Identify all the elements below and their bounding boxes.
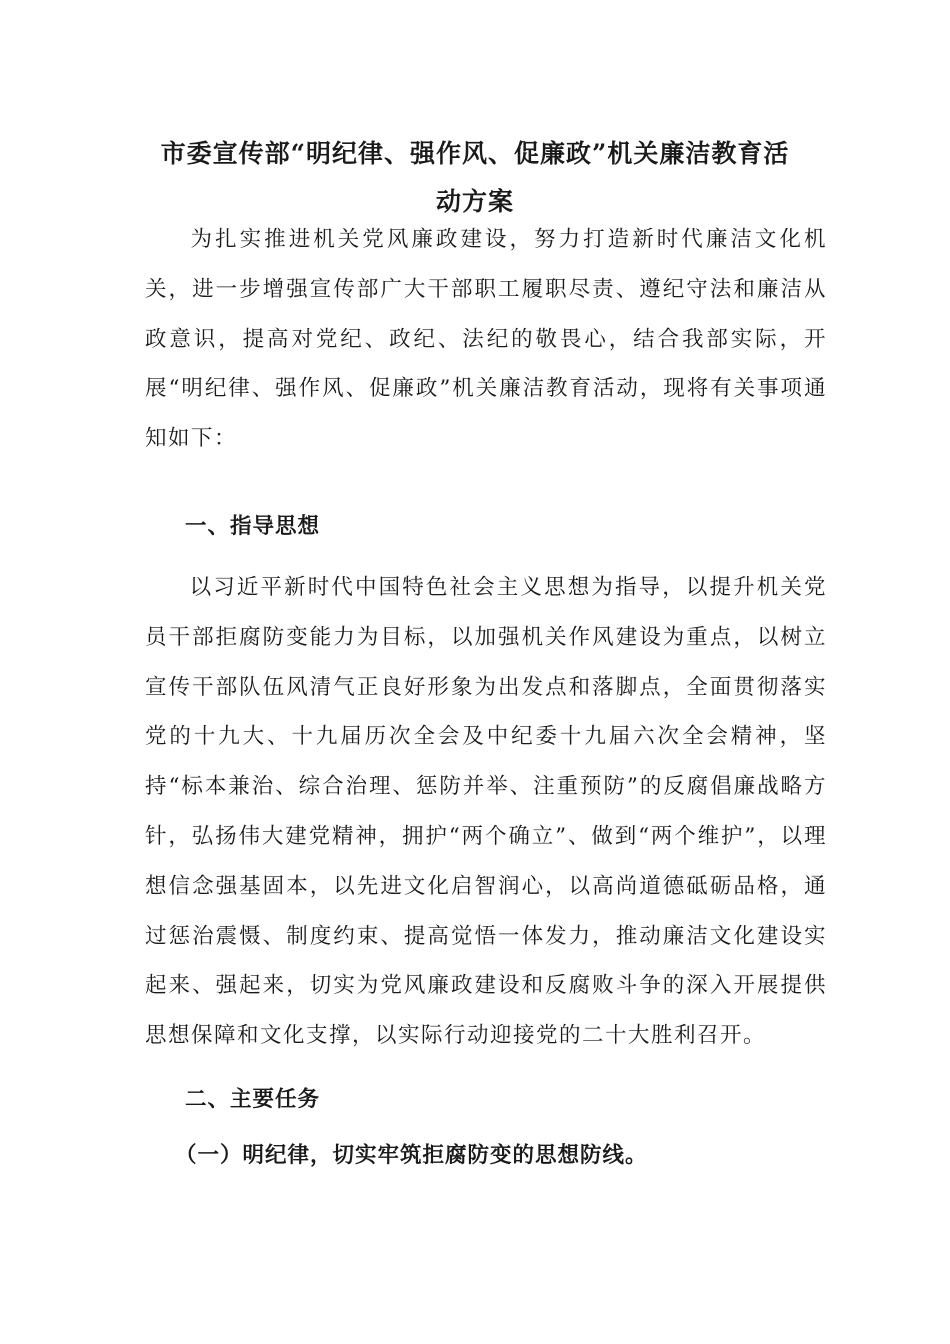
section-heading-main-tasks: 二、主要任务 [185, 1087, 321, 1112]
guiding-ideology-text: 以习近平新时代中国特色社会主义思想为指导，以提升机关党员干部拒腐防变能力为目标，以加强机关作风建设为重点，以树立宣传干部队伍风清气正良好形象为出发点和落脚点，全面贯彻落实党的十九大、十九届历次全会及中纪委十九届六次全会精神，坚持“标本兼治、综合治理、惩防并举、注重预防”的反腐倡廉战略方针，弘扬伟大建党精神，拥护“两个确立”、做到“两个维护”，以理想信念强基固本，以先进文化启智润心，以高尚道德砥砺品格，通过惩治震慑、制度约束、提高觉悟一体发力，推动廉洁文化建设实起来、强起来，切实为党风廉政建设和反腐败斗争的深入开展提供思想保障和文化支撑，以实际行动迎接党的二十大胜利召开。 [145, 575, 827, 1049]
document-title-line-2: 动方案 [435, 187, 514, 216]
guiding-ideology-paragraph [145, 563, 827, 1061]
section-heading-guiding-ideology: 一、指导思想 [185, 514, 321, 539]
intro-text: 为扎实推进机关党风廉政建设，努力打造新时代廉洁文化机关，进一步增强宣传部广大干部职工履职尽责、遵纪守法和廉洁从政意识，提高对党纪、政纪、法纪的敬畏心，结合我部实际，开展“明纪律、强作风、促廉政”机关廉洁教育活动，现将有关事项通知如下： [145, 227, 827, 452]
document-title-line-1: 市委宣传部“明纪律、强作风、促廉政”机关廉洁教育活 [160, 139, 790, 168]
subsection-heading-discipline: （一）明纪律，切实牢筑拒腐防变的思想防线。 [175, 1143, 648, 1168]
intro-paragraph [145, 215, 827, 464]
